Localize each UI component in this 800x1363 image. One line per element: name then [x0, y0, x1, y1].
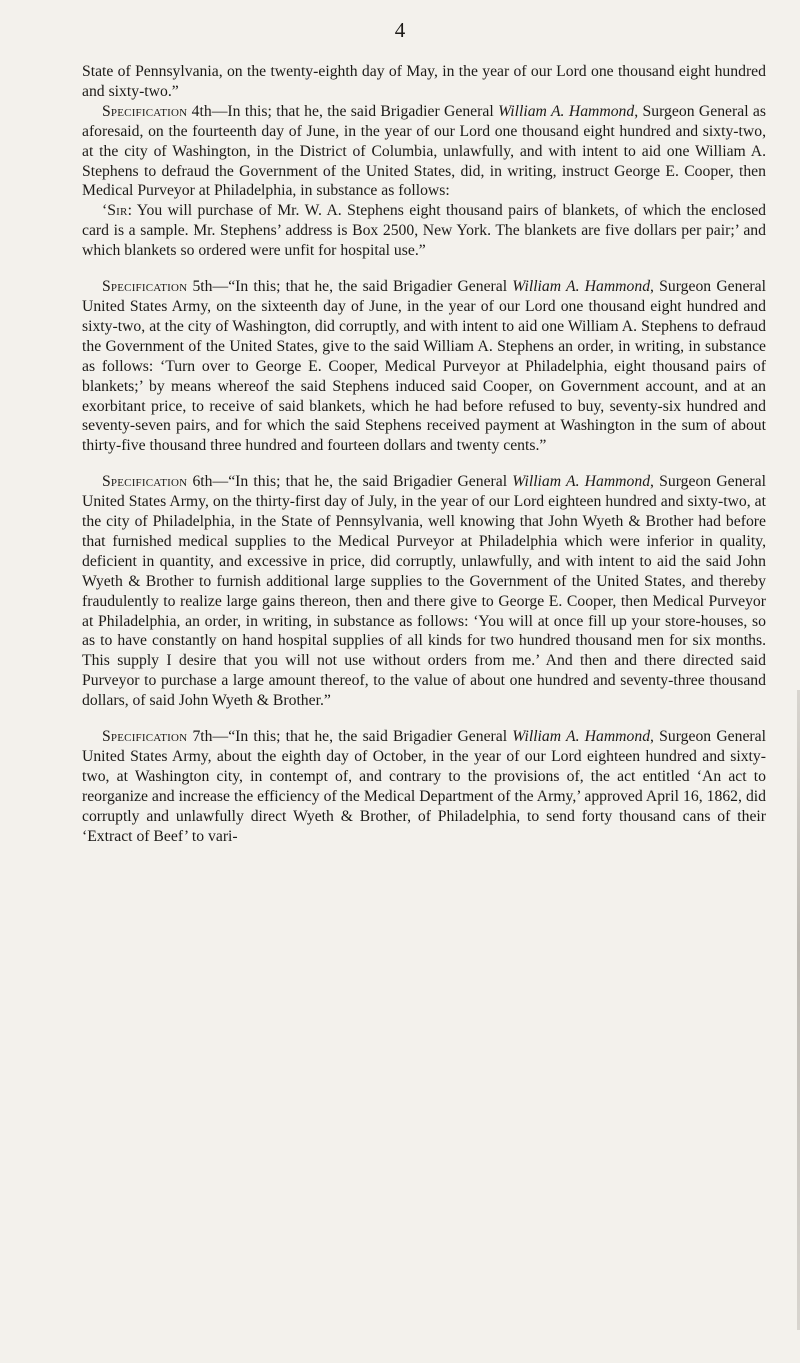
text-run: , Surgeon General United States Army, about the eighth day of October, in the year of our Lord eighteen hundred and sixty-two, at Washington city, in contempt of, and contrary to the provisions of, the act entitled ‘An act to reorganize and increase the efficiency of the Medical Department of the Army,’ approved April 16, 1862, did corruptly and unlawfully direct Wyeth & Brother, of Philadelphia, to send forty thousand cans of their ‘Extract of Beef’ to vari-	[82, 728, 766, 845]
paragraph-specification-6	[82, 472, 766, 711]
paragraph-specification-4	[82, 102, 766, 202]
paragraph-specification-7	[82, 727, 766, 846]
text-run: 7th—“In this; that he, the said Brigadier General	[187, 728, 513, 746]
page-number: 4	[394, 18, 406, 42]
paragraph-continuation	[82, 62, 766, 102]
text-run: 6th—“In this; that he, the said Brigadier General	[187, 473, 513, 491]
person-name: William A. Hammond	[512, 473, 651, 491]
text-run: , Surgeon General as aforesaid, on the fourteenth day of June, in the year of our Lord one thousand eight hundred and sixty-two, at the city of Washington, in the District of Columbia, unlawfully, and with intent to aid one William A. Stephens to defraud the Government of the United States, did, in writing, instruct George E. Cooper, then Medical Purveyor at Philadelphia, in substance as follows:	[82, 102, 766, 200]
person-name: William A. Hammond	[512, 728, 651, 746]
text-run: 4th—In this; that he, the said Brigadier General	[187, 102, 499, 120]
specification-label: Specification	[102, 278, 188, 296]
person-name: William A. Hammond	[512, 278, 651, 296]
specification-label: Specification	[102, 728, 188, 746]
person-name: William A. Hammond	[498, 102, 635, 120]
text-run: ‘	[102, 202, 108, 220]
specification-label: Specification	[102, 102, 188, 120]
specification-label: Sir	[107, 202, 128, 220]
body-text	[82, 62, 766, 847]
text-run: , Surgeon General United States Army, on the thirty-first day of July, in the year of our Lord eighteen hundred and sixty-two, at the city of Philadelphia, in the State of Pennsylvania, well knowing that John Wyeth & Brother had before that furnished medical supplies to the Medical Purveyor at Philadelphia which were inferior in quality, deficient in quantity, and excessive in price, did corruptly, unlawfully, and with intent to aid the said John Wyeth & Brother to furnish additional large supplies to the Government of the United States, and thereby fraudulently to realize large gains thereon, then and there give to George E. Cooper, then Medical Purveyor at Philadelphia, an order, in writing, in substance as follows: ‘You will at once fill up your store-houses, so as to have constantly on hand hospital supplies of all kinds for two hundred thousand men for six months. This supply I desire that you will not use without orders from me.’ And then and there directed said Purveyor to purchase a large amount thereof, to the value of about one hundred and seventy-three thousand dollars, of said John Wyeth & Brother.”	[82, 473, 766, 710]
text-run: , Surgeon General United States Army, on the sixteenth day of June, in the year of our Lord one thousand eight hundred and sixty-two, at the city of Washington, did corruptly, and with intent to aid one William A. Stephens to defraud the Government of the United States, give to the said William A. Stephens an order, in writing, in substance as follows: ‘Turn over to George E. Cooper, Medical Purveyor at Philadelphia, eight thousand pairs of blankets;’ by means whereof the said Stephens induced said Cooper, on Government account, and at an exorbitant price, to receive of said blankets, which he had before refused to buy, seventy-six hundred and seventy-seven pairs, and for which the said Stephens received payment at Washington in the sum of about thirty-five thousand three hundred and fourteen dollars and twenty cents.”	[82, 278, 766, 455]
text-run: 5th—“In this; that he, the said Brigadier General	[187, 278, 513, 296]
paragraph-specification-5	[82, 277, 766, 456]
text-run: : You will purchase of Mr. W. A. Stephens eight thousand pairs of blankets, of which the enclosed card is a sample. Mr. Stephens’ address is Box 2500, New York. The blankets are five dollars per pair;’ and which blankets so ordered were unfit for hospital use.”	[82, 202, 766, 260]
text-run: State of Pennsylvania, on the twenty-eighth day of May, in the year of our Lord one thousand eight hundred and sixty-two.”	[82, 63, 766, 100]
specification-label: Specification	[102, 473, 188, 491]
paragraph-quoted-order	[82, 201, 766, 261]
